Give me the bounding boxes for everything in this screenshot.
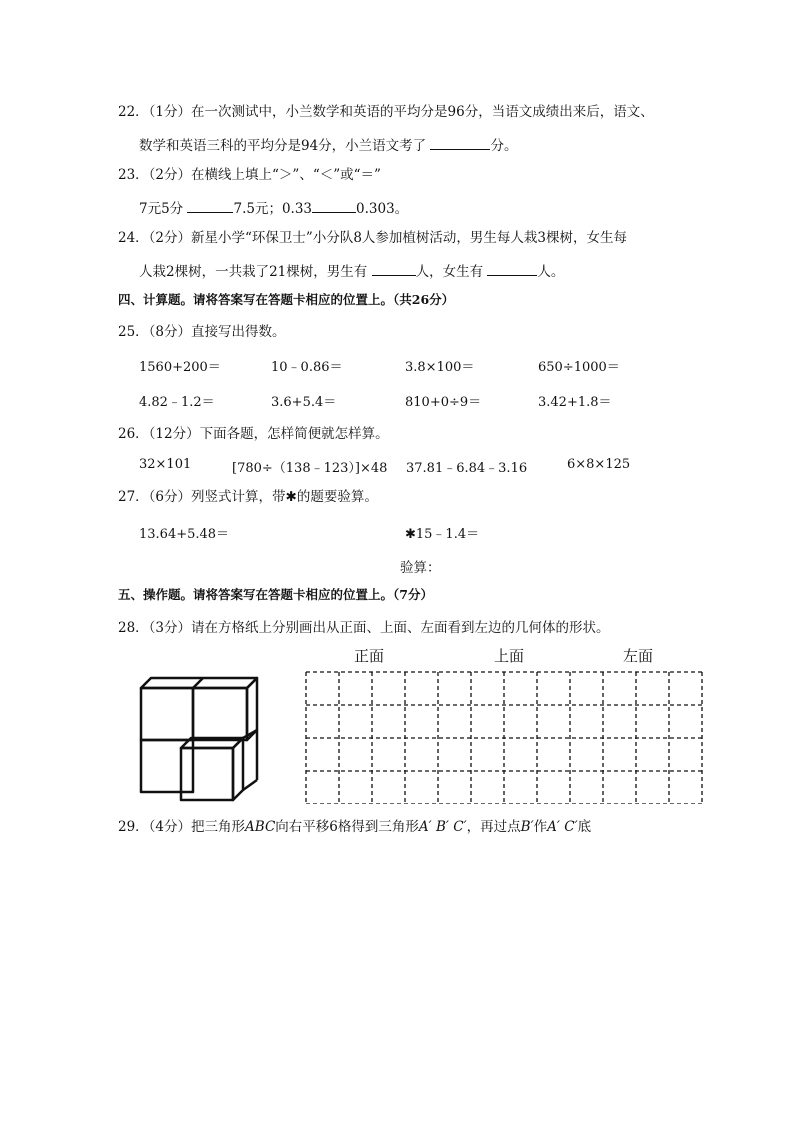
- calc-item: [780÷（138﹣123）]×48: [232, 461, 388, 476]
- q29-text: 作: [533, 819, 548, 835]
- answer-blank[interactable]: [430, 135, 490, 150]
- q29-text: 向右平移6格得到三角形: [275, 819, 419, 835]
- q24-text2: 人，女生有: [415, 264, 484, 280]
- q29-abc: ABC: [245, 819, 276, 835]
- q23-part3: 0.303。: [356, 201, 409, 217]
- q28-title: 28．（3分）请在方格纸上分别画出从正面、上面、左面看到左边的几何体的形状。: [118, 620, 610, 636]
- calc-item: ✱15﹣1.4＝: [405, 527, 480, 542]
- q29-b1: B′: [520, 819, 534, 835]
- q22-line1: 22．（1分）在一次测试中，小兰数学和英语的平均分是96分，当语文成绩出来后，语文、: [118, 104, 654, 120]
- q23-line1: 23．（2分）在横线上填上“＞”、“＜”或“＝”: [118, 167, 381, 183]
- section-5-heading: 五、操作题。请将答案写在答题卡相应的位置上。（7分）: [118, 587, 433, 602]
- q22-text: 数学和英语三科的平均分是94分，小兰语文考了: [139, 138, 427, 154]
- answer-blank[interactable]: [187, 198, 233, 213]
- calc-item: 650÷1000＝: [538, 360, 620, 375]
- q23-part2: 7.5元；0.33: [233, 201, 313, 217]
- calc-item: 13.64+5.48＝: [139, 527, 230, 542]
- check-label: 验算：: [400, 560, 441, 576]
- q23-line2: [139, 198, 408, 218]
- calc-item: 1560+200＝: [139, 360, 221, 375]
- q25-title: 25．（8分）直接写出得数。: [118, 324, 286, 340]
- q24-line2: [139, 261, 564, 281]
- label-top: 上面: [494, 647, 525, 665]
- label-left: 左面: [623, 647, 654, 665]
- cube-solid-figure: [139, 676, 259, 804]
- q29-line1: [118, 818, 591, 836]
- calc-item: 3.6+5.4＝: [271, 395, 337, 410]
- q23-part1: 7元5分: [139, 201, 184, 217]
- label-front: 正面: [354, 647, 385, 665]
- calc-item: 10﹣0.86＝: [271, 360, 343, 375]
- calc-item: 37.81﹣6.84﹣3.16: [406, 461, 528, 476]
- q27-title: 27．（6分）列竖式计算，带✱的题要验算。: [118, 489, 378, 505]
- answer-blank[interactable]: [312, 198, 356, 213]
- q29-text: ，再过点: [466, 819, 521, 835]
- calc-item: 6×8×125: [567, 457, 631, 472]
- answer-blank[interactable]: [372, 261, 416, 276]
- q29-text: 29．（4分）把三角形: [118, 819, 246, 835]
- calc-item: 3.42+1.8＝: [538, 395, 612, 410]
- dashed-grid-paper[interactable]: [305, 671, 705, 804]
- section-4-heading: 四、计算题。请将答案写在答题卡相应的位置上。（共26分）: [118, 292, 455, 307]
- q29-a1: A′ B′ C′: [418, 819, 467, 835]
- calc-item: 3.8×100＝: [405, 360, 475, 375]
- calc-item: 4.82﹣1.2＝: [139, 395, 215, 410]
- calc-item: 810+0÷9＝: [405, 395, 482, 410]
- calc-item: 32×101: [139, 457, 192, 472]
- answer-blank[interactable]: [487, 261, 537, 276]
- q29-text: 底: [577, 819, 592, 835]
- q24-text: 人栽2棵树，一共栽了21棵树，男生有: [139, 264, 368, 280]
- q24-line1: 24．（2分）新星小学“环保卫士”小分队8人参加植树活动，男生每人栽3棵树，女生每: [118, 230, 627, 246]
- q26-title: 26．（12分）下面各题，怎样简便就怎样算。: [118, 426, 389, 442]
- q24-unit: 人。: [537, 264, 565, 280]
- q22-line2: [139, 135, 517, 155]
- q22-unit: 分。: [490, 138, 518, 154]
- q29-ac: A′ C′: [547, 819, 578, 835]
